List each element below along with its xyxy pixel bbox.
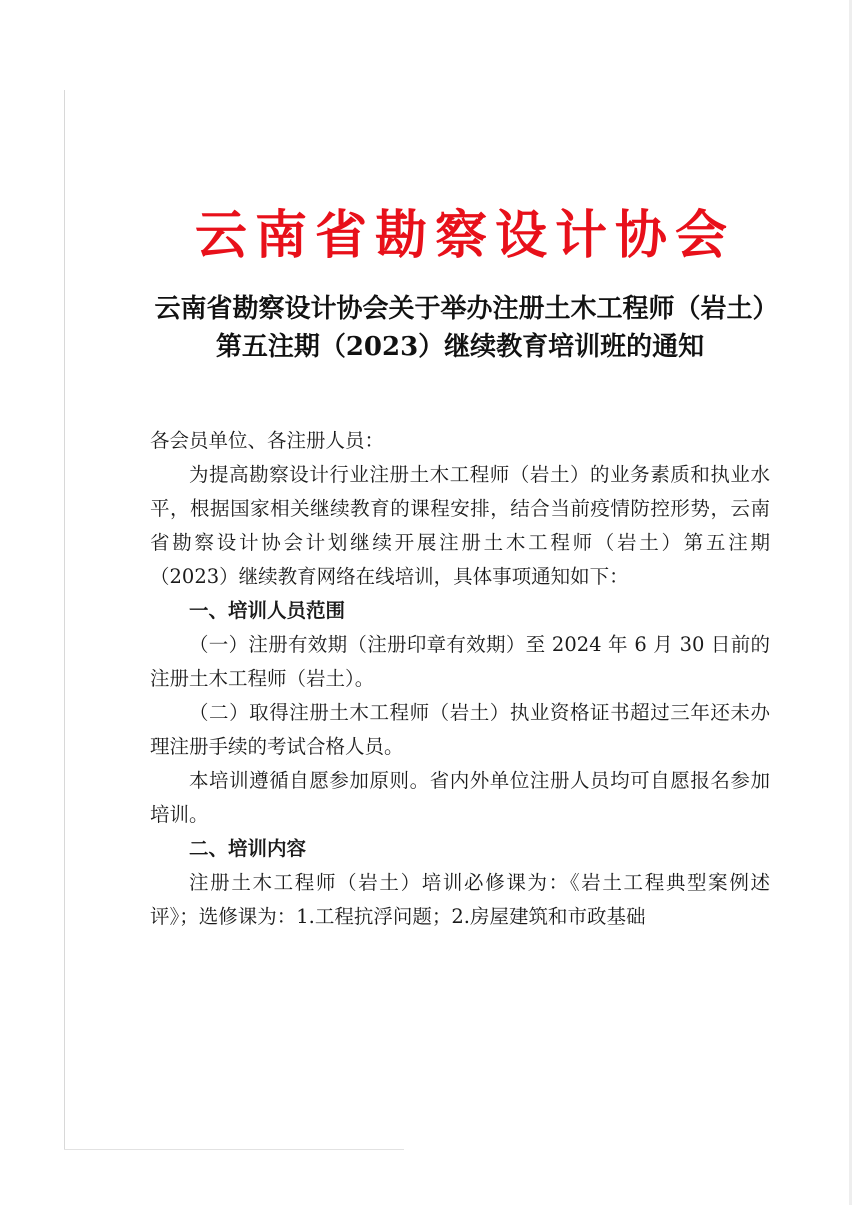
- section2-text: 注册土木工程师（岩土）培训必修课为：《岩土工程典型案例述评》；选修课为：1.工程抗浮问题；2.房屋建筑和市政基础: [150, 871, 770, 928]
- notice-title: 云南省勘察设计协会关于举办注册土木工程师（岩土）第五注期（2023）继续教育培训班的通知: [154, 294, 766, 362]
- notice-body: [150, 424, 770, 934]
- section2-heading: 二、培训内容: [189, 837, 307, 860]
- intro-paragraph: 为提高勘察设计行业注册土木工程师（岩土）的业务素质和执业水平，根据国家相关继续教育的课程安排，结合当前疫情防控形势，云南省勘察设计协会计划继续开展注册土木工程师（岩土）第五注期（2023）继续教育网络在线培训，具体事项通知如下：: [150, 463, 770, 588]
- footer-rule: [64, 1149, 404, 1150]
- section1-heading: 一、培训人员范围: [189, 599, 346, 622]
- masthead-organization-name: 云南省勘察设计协会: [194, 205, 735, 266]
- section1-item2: （二）取得注册土木工程师（岩土）执业资格证书超过三年还未办理注册手续的考试合格人员。: [150, 701, 770, 758]
- section1-note: 本培训遵循自愿参加原则。省内外单位注册人员均可自愿报名参加培训。: [150, 769, 770, 826]
- binding-margin-line: [64, 90, 65, 1150]
- salutation: 各会员单位、各注册人员：: [150, 429, 385, 452]
- section1-item1: （一）注册有效期（注册印章有效期）至 2024 年 6 月 30 日前的注册土木工程师（岩土）。: [150, 633, 770, 690]
